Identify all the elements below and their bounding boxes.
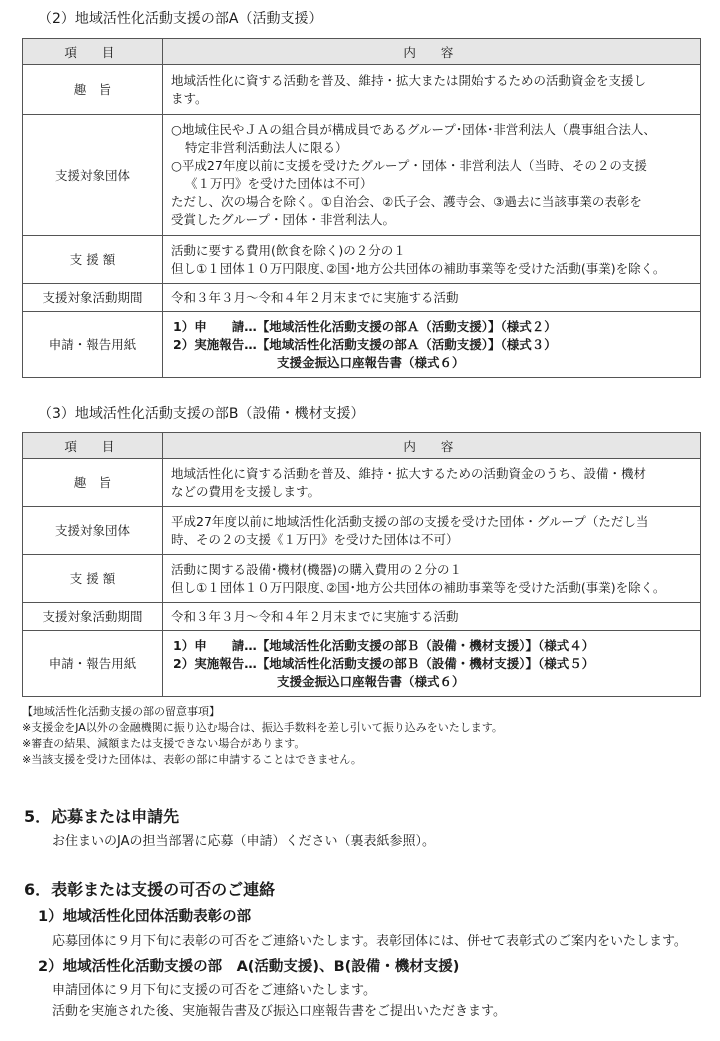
content-line: ○地域住民やＪＡの組合員が構成員であるグループ･団体･非営利法人（農事組合法人、 <box>171 122 656 137</box>
row-content <box>163 507 701 555</box>
section2-table <box>22 38 701 378</box>
table-header-row <box>23 39 701 65</box>
row-forms <box>23 631 701 697</box>
section5-title: 5．応募または申請先 <box>24 807 180 826</box>
row-content <box>163 65 701 115</box>
header-item: 項 目 <box>23 39 163 65</box>
section3-title: （3）地域活性化活動支援の部B（設備・機材支援） <box>38 406 365 422</box>
section6-title: 6．表彰または支援の可否のご連絡 <box>24 880 276 899</box>
form-application: 1）申 請…【地域活性化活動支援の部Ａ（活動支援）】（様式２） <box>173 318 557 334</box>
content-line: 活動に関する設備･機材(機器)の購入費用の２分の１ <box>171 561 463 577</box>
row-forms <box>23 312 701 378</box>
row-target <box>23 115 701 236</box>
section6-sub2-text1: 申請団体に９月下旬に支援の可否をご連絡いたします。 <box>52 983 376 998</box>
content-line: 特定非営利活動法人に限る） <box>185 140 348 155</box>
row-content <box>163 236 701 284</box>
form-bank-report: 支援金振込口座報告書（様式６） <box>277 673 465 689</box>
row-label: 支援対象団体 <box>23 507 163 555</box>
header-content: 内 容 <box>163 433 701 459</box>
notes-title: 【地域活性化活動支援の部の留意事項】 <box>22 705 220 718</box>
content-line: ○平成27年度以前に支援を受けたグループ・団体・非営利法人（当時、その２の支援 <box>171 158 647 173</box>
content-line: などの費用を支援します。 <box>171 483 321 499</box>
section3-table <box>22 432 701 697</box>
notes-block <box>22 704 503 768</box>
row-period <box>23 603 701 631</box>
form-application: 1）申 請…【地域活性化活動支援の部Ｂ（設備・機材支援）】（様式４） <box>173 637 595 653</box>
content-line: 但し①１団体１０万円限度､②国･地方公共団体の補助事業等を受けた活動(事業)を除く。 <box>171 260 666 276</box>
row-label: 支 援 額 <box>23 236 163 284</box>
row-content <box>163 555 701 603</box>
row-period <box>23 284 701 312</box>
form-bank-report: 支援金振込口座報告書（様式６） <box>277 354 465 370</box>
row-content <box>163 115 701 236</box>
content-line: 令和３年３月～令和４年２月末までに実施する活動 <box>171 608 459 624</box>
content-line: 時、その２の支援《１万円》を受けた団体は不可） <box>171 531 459 547</box>
form-report: 2）実施報告…【地域活性化活動支援の部Ａ（活動支援）】（様式３） <box>173 336 557 352</box>
row-label: 支援対象活動期間 <box>23 284 163 312</box>
row-content <box>163 603 701 631</box>
table-header-row <box>23 433 701 459</box>
note-item: ※審査の結果、減額または支援できない場合があります。 <box>22 737 306 750</box>
section6-sub1-text: 応募団体に９月下旬に表彰の可否をご連絡いたします。表彰団体には、併せて表彰式のご案内をいたします。 <box>52 934 687 949</box>
content-line: 活動に要する費用(飲食を除く)の２分の１ <box>171 242 406 258</box>
row-amount <box>23 236 701 284</box>
row-purpose <box>23 65 701 115</box>
row-target <box>23 507 701 555</box>
row-content <box>163 459 701 507</box>
content-line: 令和３年３月～令和４年２月末までに実施する活動 <box>171 289 459 305</box>
row-label: 支援対象活動期間 <box>23 603 163 631</box>
content-line: 受賞したグループ・団体・非営利法人。 <box>171 212 396 227</box>
section6-sub2-title: 2）地域活性化活動支援の部 A(活動支援)、B(設備・機材支援) <box>38 959 460 975</box>
section5-text: お住まいのJAの担当部署に応募（申請）ください（裏表紙参照）。 <box>52 834 435 849</box>
row-label: 申請・報告用紙 <box>23 631 163 697</box>
form-report: 2）実施報告…【地域活性化活動支援の部Ｂ（設備・機材支援）】（様式５） <box>173 655 595 671</box>
row-label: 支援対象団体 <box>23 115 163 236</box>
note-item: ※当該支援を受けた団体は、表彰の部に申請することはできません。 <box>22 753 362 766</box>
section2-title: （2）地域活性化活動支援の部A（活動支援） <box>38 11 323 27</box>
header-content: 内 容 <box>163 39 701 65</box>
content-line: ただし、次の場合を除く。①自治会、②氏子会、護寺会、③過去に当該事業の表彰を <box>171 194 642 209</box>
content-line: 地域活性化に資する活動を普及、維持・拡大または開始するための活動資金を支援し <box>171 72 647 88</box>
row-amount <box>23 555 701 603</box>
content-line: 地域活性化に資する活動を普及、維持・拡大するための活動資金のうち、設備・機材 <box>171 465 647 481</box>
row-content <box>163 284 701 312</box>
section6-sub2-text2: 活動を実施された後、実施報告書及び振込口座報告書をご提出いただきます。 <box>52 1004 506 1019</box>
note-item: ※支援金をJA以外の金融機関に振り込む場合は、振込手数料を差し引いて振り込みをいたします。 <box>22 721 503 734</box>
content-line: 但し①１団体１０万円限度､②国･地方公共団体の補助事業等を受けた活動(事業)を除く。 <box>171 579 666 595</box>
row-label: 趣 旨 <box>23 459 163 507</box>
content-line: 平成27年度以前に地域活性化活動支援の部の支援を受けた団体・グループ（ただし当 <box>171 513 649 529</box>
row-purpose <box>23 459 701 507</box>
row-content <box>163 631 701 697</box>
header-item: 項 目 <box>23 433 163 459</box>
section6-sub1-title: 1）地域活性化団体活動表彰の部 <box>38 909 252 925</box>
content-line: 《１万円》を受けた団体は不可） <box>185 176 373 191</box>
row-content <box>163 312 701 378</box>
content-line: ます。 <box>171 90 208 106</box>
row-label: 支 援 額 <box>23 555 163 603</box>
row-label: 申請・報告用紙 <box>23 312 163 378</box>
row-label: 趣 旨 <box>23 65 163 115</box>
